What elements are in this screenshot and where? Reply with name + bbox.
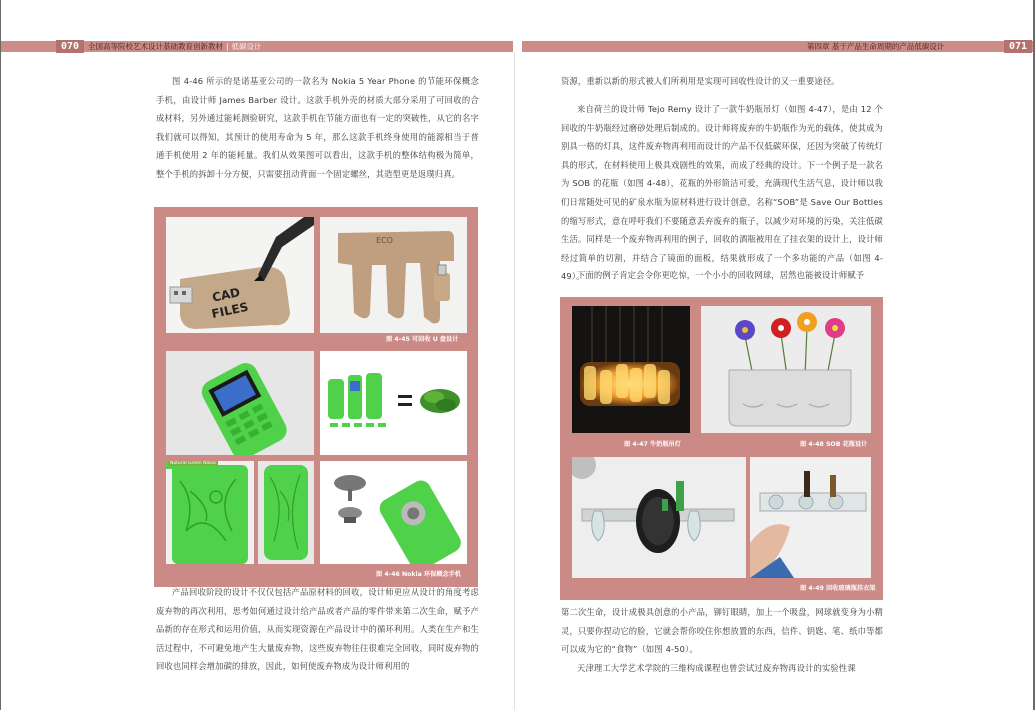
nokia-parts-photo (320, 351, 467, 455)
left-page-number: 070 (56, 40, 84, 53)
cardboard-usb-photo (320, 217, 467, 333)
right-paragraph-4: 第二次生命，设计成极具创意的小产品，铆钉眼睛，加上一个吸盘，网球就变身为小精灵，只要你捏动它的脸，它就会帮你咬住你想放置的东西，信件、钥匙、笔、纸巾等都可以成为它的“食物”（如图 4-50）。 (561, 607, 883, 655)
figure-panel-right (560, 297, 883, 600)
left-paragraph-2: 产品回收阶段的设计不仅仅包括产品原材料的回收，设计师更应从设计的角度考虑废弃物的再次利用，思考如何通过设计给产品或者产品的零件带来第二次生命，赋予产品新的存在形式和运用价值，从而实现资源在产品设计中的循环利用。人类在生产和生活过程中，不可避免地产生大量废弃物，这些废弃物往往很难完全回收，同时废弃物的回收也同样会增加碳的排放，因此，如何使废弃物成为设计师利用的 (156, 587, 479, 672)
nokia-phone-photo (166, 351, 314, 455)
right-header-band (522, 41, 1033, 52)
bottle-hanger-photo (572, 457, 746, 578)
right-page-number: 071 (1004, 40, 1032, 53)
caption-figure-4-47: 图 4-47 牛奶瓶吊灯 (624, 441, 681, 448)
svg-text:CAD: CAD (210, 285, 242, 305)
nokia-assembly-photo (320, 461, 467, 564)
sob-vase-photo (701, 306, 871, 433)
milk-bottle-lamp-photo (572, 306, 690, 433)
bottle-hanger-mirror-photo (750, 457, 871, 578)
page-gutter (514, 52, 515, 710)
right-paragraph-5: 天津理工大学艺术学院的三维构成课程也曾尝试过废弃物再设计的实验性课 (577, 663, 856, 673)
usb-drive-photo (166, 217, 314, 333)
chapter-title: 第四章 基于产品生命周期的产品低碳设计 (807, 42, 945, 51)
right-paragraph-2: 来自荷兰的设计师 Tejo Remy 设计了一款牛奶瓶吊灯（如图 4-47），是由 12 个回收的牛奶瓶经过磨砂处理后制成的。设计师将废弃的牛奶瓶作为光的载体，使其成为别具一格的灯具，这件废弃物再利用而设计的产品不仅低碳环保，还因为突破了传统灯具的形式，在材料使用上极具戏剧性的效果，而成了经典的设计。下一个例子是一款名为 SOB 的花瓶（如图 4-48），花瓶的外形简洁可爱，充满现代生活气息，设计师以我们日常随处可见的矿泉水瓶为原材料进行设计创意，名称“SOB”是 Save Our Bottles 的缩写形式，意在呼吁我们不要随意丢弃废弃的瓶子，以减少对环境的污染，关注低碳生活。同样是一个废弃物再利用的例子，回收的酒瓶被用在了挂衣架的设计上，设计师经过简单的切割，并结合了镜面的面板，结果就形成了一个多功能的产品（如图 4-49）。 (561, 104, 883, 282)
svg-text:FILES: FILES (210, 299, 250, 322)
left-running-header: 全国高等院校艺术设计基础教育创新教材 | 低碳设计 (88, 42, 262, 51)
caption-figure-4-46: 图 4-46 Nokia 环保概念手机 (376, 571, 462, 578)
caption-figure-4-49: 图 4-49 回收玻璃瓶挂衣架 (800, 585, 876, 592)
book-series-title: 全国高等院校艺术设计基础教育创新教材 (88, 42, 223, 51)
caption-figure-4-45: 图 4-45 可回收 U 盘设计 (386, 336, 459, 343)
book-title: 低碳设计 (231, 42, 262, 51)
svg-text:ECO: ECO (376, 236, 393, 245)
phone-tag-label: Natural Green Nokia (170, 461, 216, 466)
nokia-shell-photo (258, 461, 314, 564)
left-paragraph-1: 图 4-46 所示的是诺基亚公司的一款名为 Nokia 5 Year Phone 的节能环保概念手机，由设计师 James Barber 设计。这款手机外壳的材质大部分采用了可回收的合成材料，另外通过能耗测验研究，这款手机在节能方面也有一定的突破性，从它的名字我们就可以得知，其预计的使用寿命为 5 年，那么这款手机终身使用的能源相当于普通手机使用 2 年的能耗量。我们从效果图可以看出，这款手机的整体结构极为简单，整个手机的拆卸十分方便，只需要扭动背面一个固定螺丝，其造型更是返璞归真。 (156, 76, 479, 179)
right-paragraph-3: 下面的例子肯定会令你更吃惊，一个小小的回收网球，居然也能被设计师赋予 (577, 270, 865, 280)
left-frame-edge (0, 0, 1, 710)
figure-panel-left (154, 207, 478, 587)
caption-figure-4-48: 图 4-48 SOB 花瓶设计 (800, 441, 868, 448)
nokia-back-photo (166, 461, 254, 564)
right-paragraph-1: 资源，重新以新的形式被人们所利用是实现可回收性设计的又一重要途径。 (561, 76, 840, 86)
